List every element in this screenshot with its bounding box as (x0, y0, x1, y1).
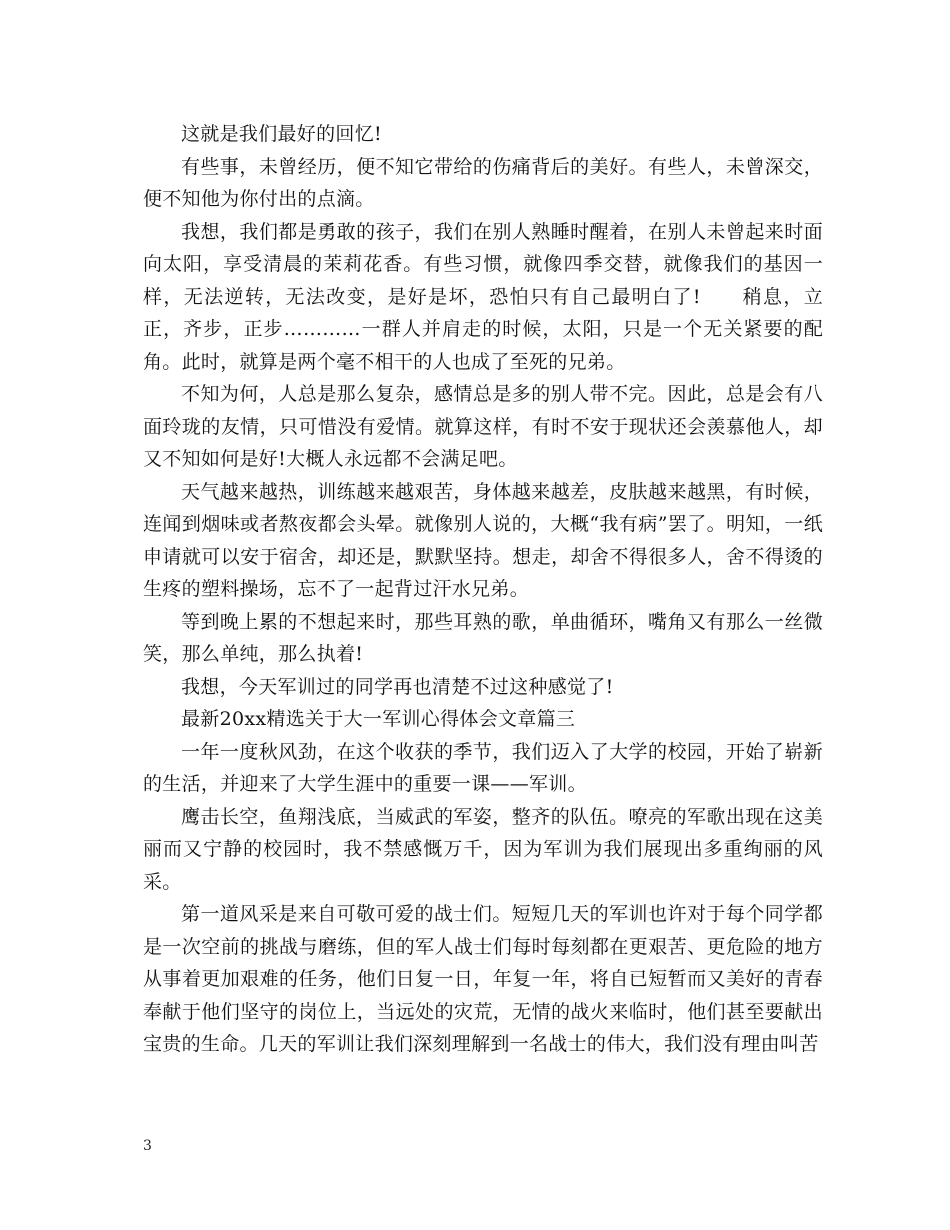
paragraph: 这就是我们最好的回忆! (181, 123, 382, 145)
section-heading: 最新20xx精选关于大一军训心得体会文章篇三 (181, 708, 576, 730)
document-body (143, 118, 823, 1061)
paragraph: 有些事，未曾经历，便不知它带给的伤痛背后的美好。有些人，未曾深交，便不知他为你付出的点滴。 (143, 155, 823, 210)
paragraph: 鹰击长空，鱼翔浅底，当威武的军姿，整齐的队伍。嘹亮的军歌出现在这美丽而又宁静的校园时，我不禁感慨万千，因为军训为我们展现出多重绚丽的风采。 (143, 805, 823, 893)
paragraph: 等到晚上累的不想起来时，那些耳熟的歌，单曲循环，嘴角又有那么一丝微笑，那么单纯，那么执着! (143, 610, 823, 665)
paragraph: 一年一度秋风劲，在这个收获的季节，我们迈入了大学的校园，开始了崭新的生活，并迎来了大学生涯中的重要一课——军训。 (143, 740, 823, 795)
paragraph: 第一道风采是来自可敬可爱的战士们。短短几天的军训也许对于每个同学都是一次空前的挑战与磨练，但的军人战士们每时每刻都在更艰苦、更危险的地方从事着更加艰难的任务，他们日复一日，年复一年，将自已短暂而又美好的青春奉献于他们坚守的岗位上，当远处的灾荒，无情的战火来临时，他们甚至要献出宝贵的生命。几天的军训让我们深刻理解到一名战士的伟大，我们没有理由叫苦 (143, 903, 823, 1055)
paragraph: 天气越来越热，训练越来越艰苦，身体越来越差，皮肤越来越黑，有时候，连闻到烟味或者熬夜都会头晕。就像别人说的，大概“我有病”罢了。明知，一纸申请就可以安于宿舍，却还是，默默坚持。想走，却舍不得很多人，舍不得烫的生疼的塑料操场，忘不了一起背过汗水兄弟。 (143, 480, 823, 600)
page-number: 3 (143, 1138, 152, 1154)
paragraph: 我想，我们都是勇敢的孩子，我们在别人熟睡时醒着，在别人未曾起来时面向太阳，享受清晨的茉莉花香。有些习惯，就像四季交替，就像我们的基因一样，无法逆转，无法改变，是好是坏，恐怕只有自己最明白了! 稍息，立正，齐步，正步…………一群人并肩走的时候，太阳，只是一个无关紧要的配角。此时，就算是两个毫不相干的人也成了至死的兄弟。 (143, 220, 823, 373)
paragraph: 我想，今天军训过的同学再也清楚不过这种感觉了! (181, 675, 614, 698)
paragraph: 不知为何，人总是那么复杂，感情总是多的别人带不完。因此，总是会有八面玲珑的友情，只可惜没有爱情。就算这样，有时不安于现状还会羡慕他人，却又不知如何是好!大概人永远都不会满足吧。 (143, 383, 823, 470)
